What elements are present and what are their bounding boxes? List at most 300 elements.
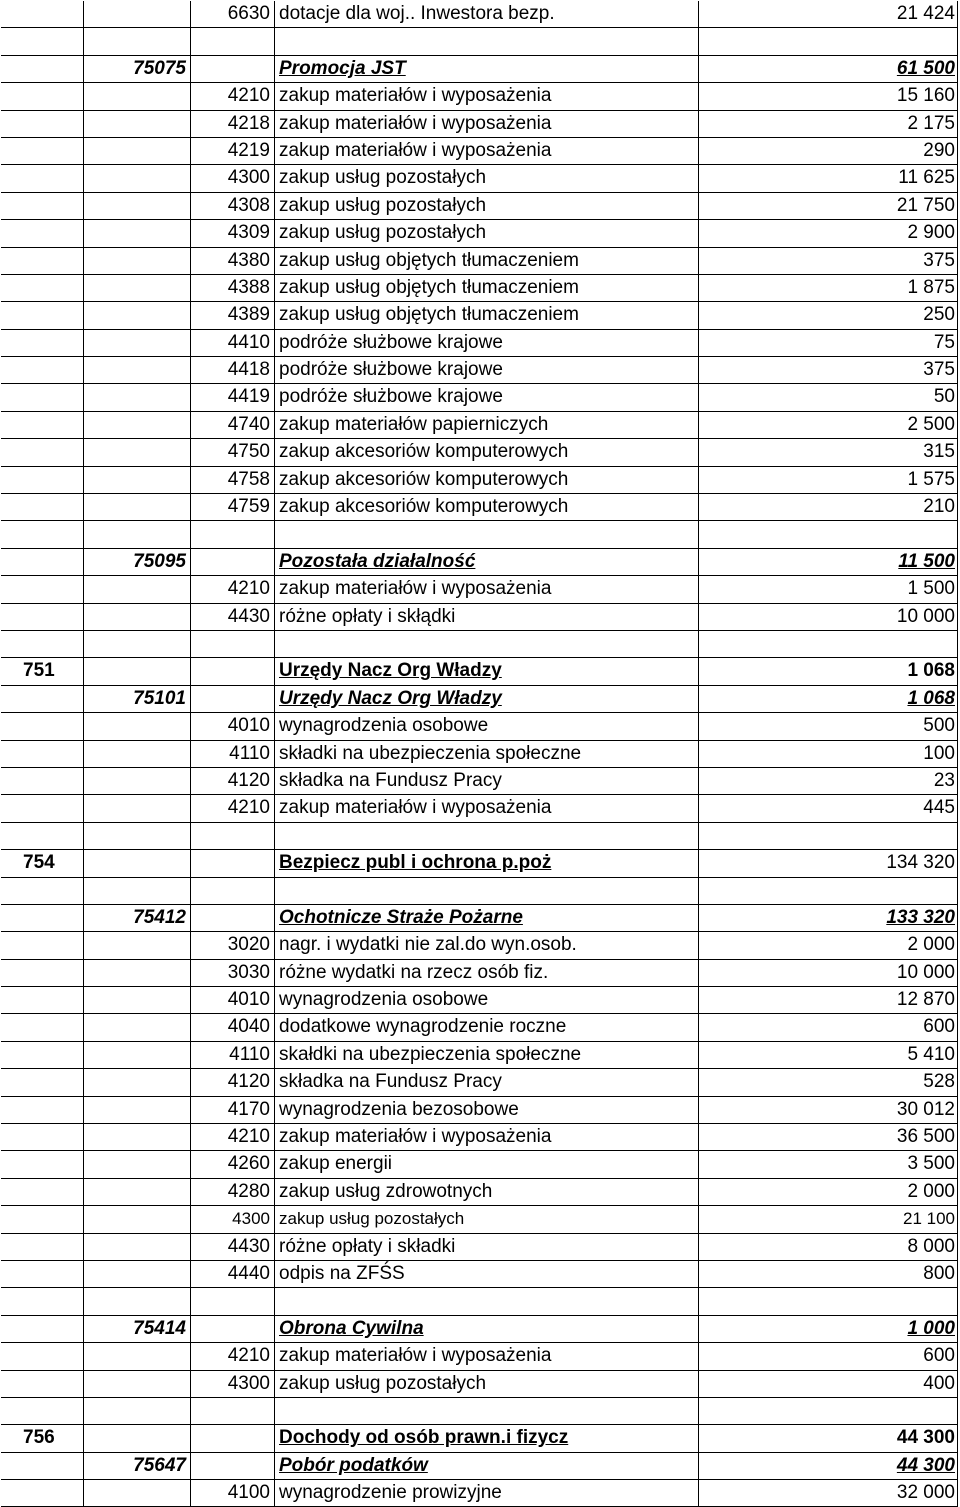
paragraph-row (1, 467, 958, 494)
paragraph-code: 4210 (190, 795, 274, 821)
paragraph-row (1, 768, 958, 795)
division-code (1, 768, 83, 794)
division-row (1, 850, 958, 877)
paragraph-row (1, 932, 958, 959)
paragraph-code: 4210 (190, 576, 274, 602)
division-code (1, 604, 83, 630)
amount: 1 500 (698, 576, 958, 602)
amount: 133 320 (698, 905, 958, 931)
division-row (1, 658, 958, 685)
amount: 36 500 (698, 1124, 958, 1150)
division-code (1, 960, 83, 986)
amount: 1 875 (698, 275, 958, 301)
paragraph-code: 4300 (190, 1206, 274, 1232)
amount: 2 175 (698, 111, 958, 137)
division-code (1, 1014, 83, 1040)
division-code (1, 302, 83, 328)
division-code (1, 111, 83, 137)
item-name: zakup materiałów i wyposażenia (274, 138, 698, 164)
paragraph-code: 4010 (190, 713, 274, 739)
item-name (274, 1288, 698, 1314)
item-name: zakup usług pozostałych (274, 220, 698, 246)
division-code: 751 (23, 660, 55, 682)
chapter-code (83, 193, 190, 219)
spacer-row (1, 1398, 958, 1425)
item-name: nagr. i wydatki nie zal.do wyn.osob. (274, 932, 698, 958)
chapter-code (83, 138, 190, 164)
paragraph-code: 4300 (190, 165, 274, 191)
amount (698, 823, 958, 849)
paragraph-row (1, 1042, 958, 1069)
paragraph-code (190, 1453, 274, 1479)
paragraph-code: 4389 (190, 302, 274, 328)
item-name: wynagrodzenie prowizyjne (274, 1480, 698, 1506)
paragraph-row (1, 165, 958, 192)
amount: 21 100 (698, 1206, 958, 1232)
paragraph-row (1, 1206, 958, 1233)
paragraph-code: 4440 (190, 1261, 274, 1287)
paragraph-code: 4100 (190, 1480, 274, 1506)
amount: 10 000 (698, 960, 958, 986)
division-code (1, 1398, 83, 1424)
amount: 100 (698, 741, 958, 767)
chapter-row (1, 1316, 958, 1343)
paragraph-row (1, 111, 958, 138)
chapter-row (1, 905, 958, 932)
division-code (1, 741, 83, 767)
spacer-row (1, 823, 958, 850)
division-code (1, 1069, 83, 1095)
chapter-code (83, 1069, 190, 1095)
paragraph-code: 4430 (190, 604, 274, 630)
item-name: zakup materiałów i wyposażenia (274, 111, 698, 137)
item-name: różne opłaty i składki (274, 1234, 698, 1260)
chapter-code (83, 1014, 190, 1040)
paragraph-row (1, 741, 958, 768)
division-code (1, 1042, 83, 1068)
amount: 30 012 (698, 1097, 958, 1123)
item-name: skałdki na ubezpieczenia społeczne (274, 1042, 698, 1068)
amount: 250 (698, 302, 958, 328)
item-name: zakup usług pozostałych (274, 1371, 698, 1397)
paragraph-code: 3020 (190, 932, 274, 958)
paragraph-code: 4380 (190, 248, 274, 274)
amount: 15 160 (698, 83, 958, 109)
item-name: różne wydatki na rzecz osób fiz. (274, 960, 698, 986)
chapter-row (1, 549, 958, 576)
amount: 61 500 (698, 56, 958, 82)
paragraph-row (1, 384, 958, 411)
division-code (1, 631, 83, 657)
chapter-code (83, 713, 190, 739)
item-name: Dochody od osób prawn.i fizycz (274, 1425, 698, 1451)
division-code (1, 165, 83, 191)
division-code (1, 28, 83, 54)
amount: 2 900 (698, 220, 958, 246)
item-name: zakup materiałów papierniczych (274, 412, 698, 438)
chapter-code (83, 795, 190, 821)
chapter-code (83, 1042, 190, 1068)
item-name: podróże służbowe krajowe (274, 384, 698, 410)
paragraph-code: 4260 (190, 1151, 274, 1177)
paragraph-code: 4388 (190, 275, 274, 301)
item-name: zakup usług objętych tłumaczeniem (274, 248, 698, 274)
division-code (1, 1453, 83, 1479)
item-name: składka na Fundusz Pracy (274, 768, 698, 794)
spacer-row (1, 28, 958, 55)
item-name: zakup materiałów i wyposażenia (274, 1343, 698, 1369)
item-name: podróże służbowe krajowe (274, 330, 698, 356)
item-name: Pozostała działalność (274, 549, 698, 575)
paragraph-code: 4210 (190, 1343, 274, 1369)
paragraph-code: 4419 (190, 384, 274, 410)
item-name: Promocja JST (274, 56, 698, 82)
chapter-code (83, 987, 190, 1013)
item-name (274, 878, 698, 904)
chapter-code (83, 83, 190, 109)
chapter-code (83, 220, 190, 246)
division-code (1, 549, 83, 575)
division-code: 756 (23, 1427, 55, 1449)
item-name: Bezpiecz publ i ochrona p.poż (274, 850, 698, 876)
item-name (274, 28, 698, 54)
paragraph-row (1, 494, 958, 521)
division-code (1, 987, 83, 1013)
chapter-code (83, 823, 190, 849)
chapter-code (83, 604, 190, 630)
division-code (1, 138, 83, 164)
division-code (1, 1288, 83, 1314)
item-name: zakup akcesoriów komputerowych (274, 439, 698, 465)
chapter-code (83, 1124, 190, 1150)
chapter-code: 75095 (83, 549, 190, 575)
chapter-code: 75412 (83, 905, 190, 931)
division-code (1, 576, 83, 602)
division-code (1, 1179, 83, 1205)
division-code (1, 1261, 83, 1287)
item-name: zakup akcesoriów komputerowych (274, 494, 698, 520)
amount: 2 000 (698, 932, 958, 958)
amount: 44 300 (698, 1453, 958, 1479)
paragraph-row (1, 795, 958, 822)
item-name: wynagrodzenia bezosobowe (274, 1097, 698, 1123)
division-code (1, 713, 83, 739)
division-code (1, 412, 83, 438)
division-code (1, 905, 83, 931)
amount: 32 000 (698, 1480, 958, 1506)
division-code (1, 83, 83, 109)
paragraph-row (1, 83, 958, 110)
chapter-code (83, 248, 190, 274)
item-name: zakup energii (274, 1151, 698, 1177)
amount: 600 (698, 1014, 958, 1040)
item-name: zakup usług objętych tłumaczeniem (274, 302, 698, 328)
paragraph-row (1, 439, 958, 466)
chapter-code (83, 330, 190, 356)
amount: 2 500 (698, 412, 958, 438)
division-code (1, 1234, 83, 1260)
chapter-code (83, 521, 190, 547)
paragraph-code (190, 521, 274, 547)
chapter-code (83, 1425, 190, 1451)
paragraph-code: 4218 (190, 111, 274, 137)
item-name (274, 1398, 698, 1424)
chapter-row (1, 56, 958, 83)
item-name: dotacje dla woj.. Inwestora bezp. (274, 1, 698, 27)
amount: 375 (698, 248, 958, 274)
paragraph-row (1, 248, 958, 275)
chapter-code (83, 494, 190, 520)
item-name: dodatkowe wynagrodzenie roczne (274, 1014, 698, 1040)
amount (698, 1288, 958, 1314)
amount: 12 870 (698, 987, 958, 1013)
amount: 1 575 (698, 467, 958, 493)
paragraph-row (1, 1124, 958, 1151)
amount: 500 (698, 713, 958, 739)
paragraph-row (1, 275, 958, 302)
paragraph-row (1, 138, 958, 165)
chapter-row (1, 1453, 958, 1480)
amount: 44 300 (698, 1425, 958, 1451)
division-code (1, 1151, 83, 1177)
amount: 528 (698, 1069, 958, 1095)
paragraph-row (1, 357, 958, 384)
division-code (1, 248, 83, 274)
paragraph-code (190, 1425, 274, 1451)
spacer-row (1, 631, 958, 658)
paragraph-code: 4110 (190, 1042, 274, 1068)
paragraph-code: 4280 (190, 1179, 274, 1205)
division-code (1, 467, 83, 493)
item-name: zakup akcesoriów komputerowych (274, 467, 698, 493)
paragraph-row (1, 604, 958, 631)
paragraph-row (1, 1261, 958, 1288)
paragraph-code: 4210 (190, 1124, 274, 1150)
amount: 21 750 (698, 193, 958, 219)
paragraph-code: 4740 (190, 412, 274, 438)
item-name: wynagrodzenia osobowe (274, 713, 698, 739)
item-name: zakup usług pozostałych (274, 193, 698, 219)
amount: 8 000 (698, 1234, 958, 1260)
paragraph-code (190, 1288, 274, 1314)
paragraph-row (1, 412, 958, 439)
amount: 210 (698, 494, 958, 520)
chapter-code: 75647 (83, 1453, 190, 1479)
paragraph-code (190, 850, 274, 876)
item-name: zakup materiałów i wyposażenia (274, 795, 698, 821)
amount: 290 (698, 138, 958, 164)
item-name: zakup usług pozostałych (274, 165, 698, 191)
chapter-code (83, 165, 190, 191)
paragraph-code (190, 658, 274, 684)
item-name: Obrona Cywilna (274, 1316, 698, 1342)
paragraph-code: 4750 (190, 439, 274, 465)
paragraph-row (1, 1343, 958, 1370)
chapter-code (83, 1343, 190, 1369)
paragraph-row (1, 330, 958, 357)
paragraph-code (190, 549, 274, 575)
chapter-code (83, 932, 190, 958)
paragraph-code: 4308 (190, 193, 274, 219)
chapter-code (83, 1288, 190, 1314)
chapter-code (83, 357, 190, 383)
chapter-code: 75101 (83, 686, 190, 712)
chapter-code (83, 384, 190, 410)
amount: 11 500 (698, 549, 958, 575)
spacer-row (1, 878, 958, 905)
item-name: składka na Fundusz Pracy (274, 1069, 698, 1095)
paragraph-row (1, 1179, 958, 1206)
paragraph-row (1, 1097, 958, 1124)
paragraph-code: 4309 (190, 220, 274, 246)
item-name: zakup materiałów i wyposażenia (274, 83, 698, 109)
paragraph-code: 4418 (190, 357, 274, 383)
paragraph-code (190, 1316, 274, 1342)
division-code (1, 384, 83, 410)
division-code (1, 1371, 83, 1397)
amount: 5 410 (698, 1042, 958, 1068)
division-code (1, 275, 83, 301)
amount (698, 878, 958, 904)
division-code (1, 795, 83, 821)
amount: 134 320 (698, 850, 958, 876)
paragraph-code (190, 686, 274, 712)
amount: 50 (698, 384, 958, 410)
chapter-code (83, 28, 190, 54)
amount: 375 (698, 357, 958, 383)
amount (698, 521, 958, 547)
amount: 600 (698, 1343, 958, 1369)
paragraph-code: 4210 (190, 83, 274, 109)
division-code (1, 1206, 83, 1232)
paragraph-code: 3030 (190, 960, 274, 986)
amount: 3 500 (698, 1151, 958, 1177)
paragraph-code (190, 878, 274, 904)
division-code (1, 1480, 83, 1506)
division-code (1, 357, 83, 383)
division-code (1, 439, 83, 465)
paragraph-code: 4758 (190, 467, 274, 493)
spacer-row (1, 521, 958, 548)
paragraph-code: 4040 (190, 1014, 274, 1040)
chapter-code (83, 1234, 190, 1260)
division-code (1, 878, 83, 904)
chapter-code (83, 302, 190, 328)
item-name: zakup usług pozostałych (274, 1206, 698, 1232)
spacer-row (1, 1288, 958, 1315)
chapter-code (83, 850, 190, 876)
paragraph-code (190, 631, 274, 657)
item-name: Urzędy Nacz Org Władzy (274, 658, 698, 684)
item-name: Urzędy Nacz Org Władzy (274, 686, 698, 712)
chapter-code (83, 1, 190, 27)
item-name (274, 631, 698, 657)
paragraph-code: 6630 (190, 1, 274, 27)
amount (698, 1398, 958, 1424)
division-code (1, 1316, 83, 1342)
item-name (274, 823, 698, 849)
paragraph-code (190, 56, 274, 82)
division-code (1, 1343, 83, 1369)
amount: 445 (698, 795, 958, 821)
paragraph-row (1, 1151, 958, 1178)
chapter-code (83, 576, 190, 602)
paragraph-code (190, 1398, 274, 1424)
paragraph-row (1, 1234, 958, 1261)
amount: 315 (698, 439, 958, 465)
division-code (1, 220, 83, 246)
division-code (1, 1097, 83, 1123)
division-code (1, 521, 83, 547)
amount (698, 28, 958, 54)
paragraph-code: 4120 (190, 1069, 274, 1095)
item-name: podróże służbowe krajowe (274, 357, 698, 383)
paragraph-row (1, 302, 958, 329)
paragraph-code: 4170 (190, 1097, 274, 1123)
item-name: składki na ubezpieczenia społeczne (274, 741, 698, 767)
chapter-code (83, 412, 190, 438)
paragraph-code: 4120 (190, 768, 274, 794)
paragraph-code: 4010 (190, 987, 274, 1013)
chapter-code (83, 1206, 190, 1232)
division-code (1, 1, 83, 27)
chapter-code: 75414 (83, 1316, 190, 1342)
chapter-code (83, 1151, 190, 1177)
paragraph-row (1, 1, 958, 28)
paragraph-code (190, 28, 274, 54)
amount: 1 068 (698, 686, 958, 712)
chapter-code (83, 439, 190, 465)
paragraph-code: 4110 (190, 741, 274, 767)
chapter-code (83, 1097, 190, 1123)
amount: 400 (698, 1371, 958, 1397)
paragraph-row (1, 987, 958, 1014)
paragraph-row (1, 576, 958, 603)
chapter-code (83, 1179, 190, 1205)
division-code (1, 823, 83, 849)
amount: 1 068 (698, 658, 958, 684)
paragraph-row (1, 193, 958, 220)
item-name: odpis na ZFŚS (274, 1261, 698, 1287)
chapter-code (83, 275, 190, 301)
paragraph-row (1, 1480, 958, 1507)
paragraph-row (1, 220, 958, 247)
amount: 2 000 (698, 1179, 958, 1205)
chapter-code (83, 1398, 190, 1424)
division-code (1, 1124, 83, 1150)
chapter-code (83, 960, 190, 986)
chapter-code (83, 111, 190, 137)
chapter-code (83, 467, 190, 493)
chapter-code (83, 1371, 190, 1397)
division-code (1, 193, 83, 219)
division-code (1, 932, 83, 958)
paragraph-code: 4219 (190, 138, 274, 164)
amount (698, 631, 958, 657)
amount: 23 (698, 768, 958, 794)
amount: 1 000 (698, 1316, 958, 1342)
item-name: Pobór podatków (274, 1453, 698, 1479)
amount: 21 424 (698, 1, 958, 27)
budget-table (1, 1, 958, 1507)
chapter-row (1, 686, 958, 713)
amount: 11 625 (698, 165, 958, 191)
division-code (1, 686, 83, 712)
item-name: Ochotnicze Straże Pożarne (274, 905, 698, 931)
item-name: zakup usług zdrowotnych (274, 1179, 698, 1205)
chapter-code (83, 1480, 190, 1506)
paragraph-row (1, 1014, 958, 1041)
